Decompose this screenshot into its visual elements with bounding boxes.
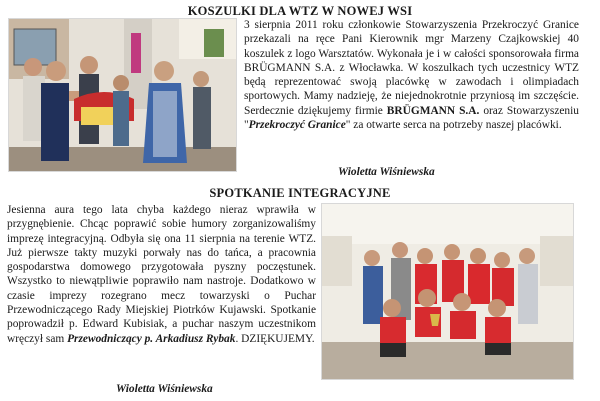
article-2-title: SPOTKANIE INTEGRACYJNE <box>209 186 391 200</box>
article-2-signature: Wioletta Wiśniewska <box>116 383 213 395</box>
article-2-body <box>7 203 316 346</box>
article-1-text-continued: oraz Stowarzyszeniu " <box>244 104 579 132</box>
article-2-text: Jesienna aura tego lata chyba każdego nieraz wprawiła w przygnębienie. Chcąc poprawić sobie humory zorganizowaliśmy imprezę integracyjną. Odbyła się ona 11 sierpnia na terenie WTZ. Już pierwsze takty muzyki porwały nas do tańca, a pracownia gospodarstwa domowego przygotowała pyszny poczęstunek. Wszystko to niewątpliwie poprawiło nam nastroje. Dodatkowo w czasie imprezy rozegrano mecz towarzyski o Puchar Przewodniczącego Rady Miejskiej Piotrków Kujawski. Spotkanie poprowadził p. Edward Kubisiak, a puchar naszym uczestnikom wręczył sam <box>7 204 316 345</box>
article-1-signature: Wioletta Wiśniewska <box>338 166 435 178</box>
article-2-chairman: Przewodniczący p. Arkadiusz Rybak <box>67 332 236 345</box>
sponsor-name: BRÜGMANN S.A. <box>386 104 480 117</box>
photo-integration-team <box>321 203 574 380</box>
article-1-text-end: " za otwarte serca na potrzeby naszej placówki. <box>345 119 562 132</box>
association-name: Przekroczyć Granice <box>248 119 346 132</box>
article-1-title: KOSZULKI DLA WTZ W NOWEJ WSI <box>187 4 413 18</box>
photo-tshirt-handover <box>8 18 237 172</box>
photo-integration-team-illustration <box>322 204 573 379</box>
photo-tshirt-handover-illustration <box>9 19 236 171</box>
article-2-thanks: . DZIĘKUJEMY. <box>235 332 315 345</box>
article-1-text: 3 sierpnia 2011 roku członkowie Stowarzyszenia Przekroczyć Granice przekazali na ręce Pani Kierownik mgr Marzeny Czajkowskiej 40 koszulek z logo Warsztatów. Wykonała je i w całości sponsorowała firma BRÜGMANN S.A. z Włocławka. W koszulkach tych uczestnicy WTZ będą reprezentować swoją placówkę w zawodach i olimpiadach sportowych. Mamy nadzieję, że niejednokrotnie przyniosą im szczęście. Serdecznie dziękujemy firmie <box>244 19 579 117</box>
article-1-body <box>244 18 579 132</box>
